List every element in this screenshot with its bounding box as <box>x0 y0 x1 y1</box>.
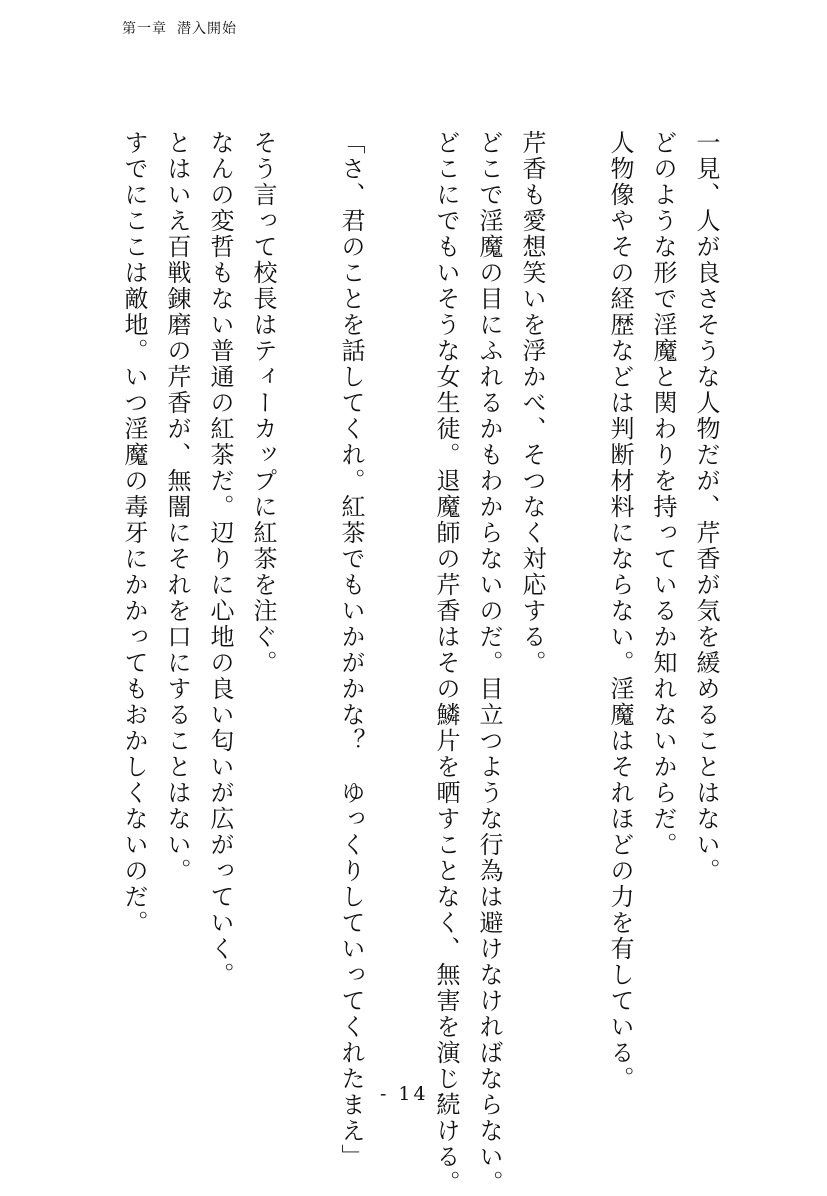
text-line: 芹香も愛想笑いを浮かべ、そつなく対応する。 <box>518 130 546 676</box>
text-line: どこで淫魔の目にふれるかもわからないのだ。目立つような行為は避けなければならない。 <box>475 130 503 1196</box>
text-line: 人物像やその経歴などは判断材料にならない。淫魔はそれほどの力を有している。 <box>606 130 634 1092</box>
text-line: どこにでもいそうな女生徒。退魔師の芹香はその鱗片を晒すことなく、無害を演じ続ける。 <box>432 130 460 1196</box>
text-line: どのような形で淫魔と関わりを持っているか知れないからだ。 <box>649 130 677 858</box>
chapter-label: 第一章 <box>122 21 167 37</box>
running-header <box>122 18 247 38</box>
text-line: なんの変哲もない普通の紅茶だ。辺りに心地の良い匂いが広がっていく。 <box>206 130 234 988</box>
text-line: とはいえ百戦錬磨の芹香が、無闇にそれを口にすることはない。 <box>163 130 191 884</box>
text-line: そう言って校長はティーカップに紅茶を注ぐ。 <box>249 130 277 676</box>
chapter-title: 潜入開始 <box>177 21 237 37</box>
page-number: - 14 - <box>379 1083 448 1105</box>
text-line: すでにここは敵地。いつ淫魔の毒牙にかかってもおかしくないのだ。 <box>120 130 148 936</box>
dialogue-line: 「さ、君のことを話してくれ。紅茶でもいかがかな？ ゆっくりしていってくれたまえ」 <box>337 130 365 1170</box>
text-line: 一見、人が良さそうな人物だが、芹香が気を緩めることはない。 <box>692 130 720 884</box>
